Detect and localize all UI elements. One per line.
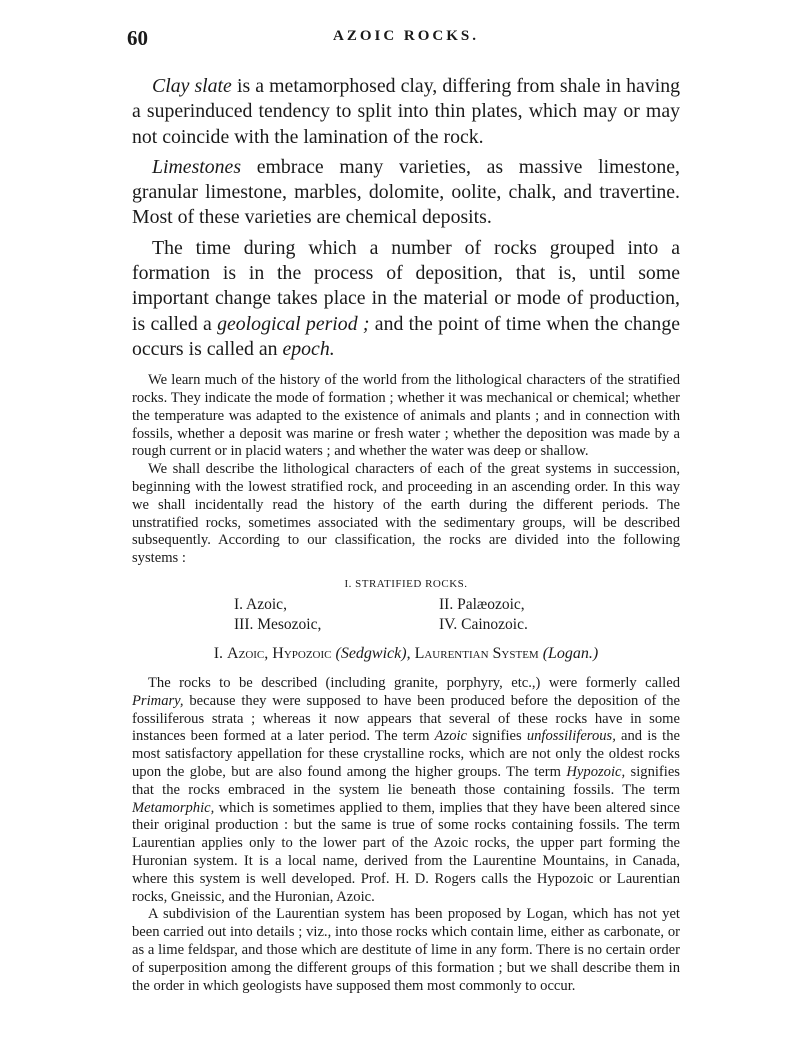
heading-hypozoic: Hypozoic (272, 645, 332, 663)
paragraph-clay-slate (132, 74, 680, 150)
large-type-section (132, 74, 680, 362)
running-head (127, 26, 680, 56)
system-palaeozoic: II. Palæozoic, (439, 596, 525, 614)
term-limestones: Limestones (152, 155, 242, 178)
heading-separator: , (406, 645, 415, 663)
term-azoic: Azoic (434, 728, 468, 745)
heading-separator: , (264, 645, 273, 663)
small-type-section-2 (132, 675, 680, 995)
system-cainozoic: IV. Cainozoic. (439, 616, 528, 634)
term-epoch: epoch. (282, 337, 335, 360)
running-title: AZOIC ROCKS. (332, 28, 480, 44)
paragraph-laurentian-subdivision: A subdivision of the Laurentian system has been proposed by Logan, which has not yet been carried out into details ; viz., into those rocks which contain lime, either as carbonate, or as a lime feldspar, and those which are destitute of lime in any form. There is no certain order of superposition among the different groups of this formation ; but we shall describe them in the order in which geologists have supposed them most commonly to occur. (132, 906, 680, 994)
system-heading (132, 645, 680, 663)
paragraph-limestones (132, 155, 680, 231)
term-metamorphic: Metamorphic, (132, 799, 215, 816)
term-unfossiliferous: unfossiliferous, (526, 728, 616, 745)
heading-laurentian: Laurentian System (414, 645, 539, 663)
system-mesozoic: III. Mesozoic, (234, 616, 322, 634)
term-clay-slate: Clay slate (152, 75, 232, 97)
heading-sedgwick: (Sedgwick) (335, 645, 407, 663)
paragraph-text: The time during which a number of rocks grouped into a formation is in the process of deposition, that is, until some important change takes place in the material or mode of production, is called a (132, 236, 680, 335)
paragraph-text: embrace many varieties, as massive limestone, granular limestone, marbles, dolomite, oolite, chalk, and travertine. Most of these varieties are chemical deposits. (132, 155, 680, 229)
heading-azoic: Azoic (227, 645, 265, 663)
paragraph-text: and the point of time when the change occurs is called an (132, 312, 680, 360)
paragraph-text: signifies (467, 728, 527, 745)
paragraph-text: and is the most satisfactory appellation for these crystalline rocks, which are not only the oldest rocks upon the globe, but are also found among the higher groups. The term (132, 728, 680, 781)
small-type-section (132, 372, 680, 568)
paragraph-text: which is sometimes applied to them, implies that they have been altered since their original production : but the same is true of some rocks containing fossils. The term Laurentian applies only to the lower part of the Azoic rocks, the upper part forming the Huronian system. It is a local name, derived from the Laurentine Mountains, in Canada, where this system is well developed. Prof. H. D. Rogers calls the Hypozoic or Laurentian rocks, Gneissic, and the Huronian, Azoic. (132, 799, 680, 905)
heading-logan: (Logan.) (542, 645, 599, 663)
page-number: 60 (127, 26, 148, 50)
paragraph-text: The rocks to be described (including granite, porphyry, etc.,) were formerly called (148, 675, 680, 692)
paragraph-text: because they were supposed to have been produced before the deposition of the fossiliferous strata ; whereas it now appears that several of these rocks have in some instances been formed at a later period. The term (132, 692, 680, 745)
paragraph-lithological-history: We learn much of the history of the world from the lithological characters of the stratified rocks. They indicate the mode of formation ; whether it was mechanical or chemical; whether the temperature was adapted to the existence of animals and plants ; and in connection with fossils, whether a deposit was marine or fresh water ; whether the deposition was made by a rough current or in placid waters ; and whether the water was deep or shallow. (132, 372, 680, 460)
term-hypozoic: Hypozoic, (566, 764, 626, 781)
system-azoic: I. Azoic, (234, 596, 287, 614)
paragraph-text: signifies that the rocks embraced in the system lie beneath those containing fossils. The term (132, 764, 680, 798)
paragraph-classification: We shall describe the lithological characters of each of the great systems in succession, beginning with the lowest stratified rock, and proceeding in an ascending order. In this way we shall incidentally read the history of the earth during the different periods. The unstratified rocks, sometimes associated with the sedimentary groups, will be described subsequently. According to our classification, the rocks are divided into the following systems : (132, 461, 680, 567)
systems-list (234, 595, 564, 635)
section-title: I. STRATIFIED ROCKS. (344, 578, 468, 591)
term-primary: Primary, (132, 692, 184, 709)
book-page (127, 26, 680, 995)
paragraph-text: is a metamorphosed clay, differing from shale in having a superinduced tendency to split into thin plates, which may or may not coincide with the lamination of the rock. (132, 75, 680, 148)
paragraph-primary-rocks (132, 675, 680, 906)
term-geological-period: geological period ; (217, 312, 370, 335)
paragraph-geological-period (132, 236, 680, 362)
heading-number: I. (213, 645, 224, 663)
